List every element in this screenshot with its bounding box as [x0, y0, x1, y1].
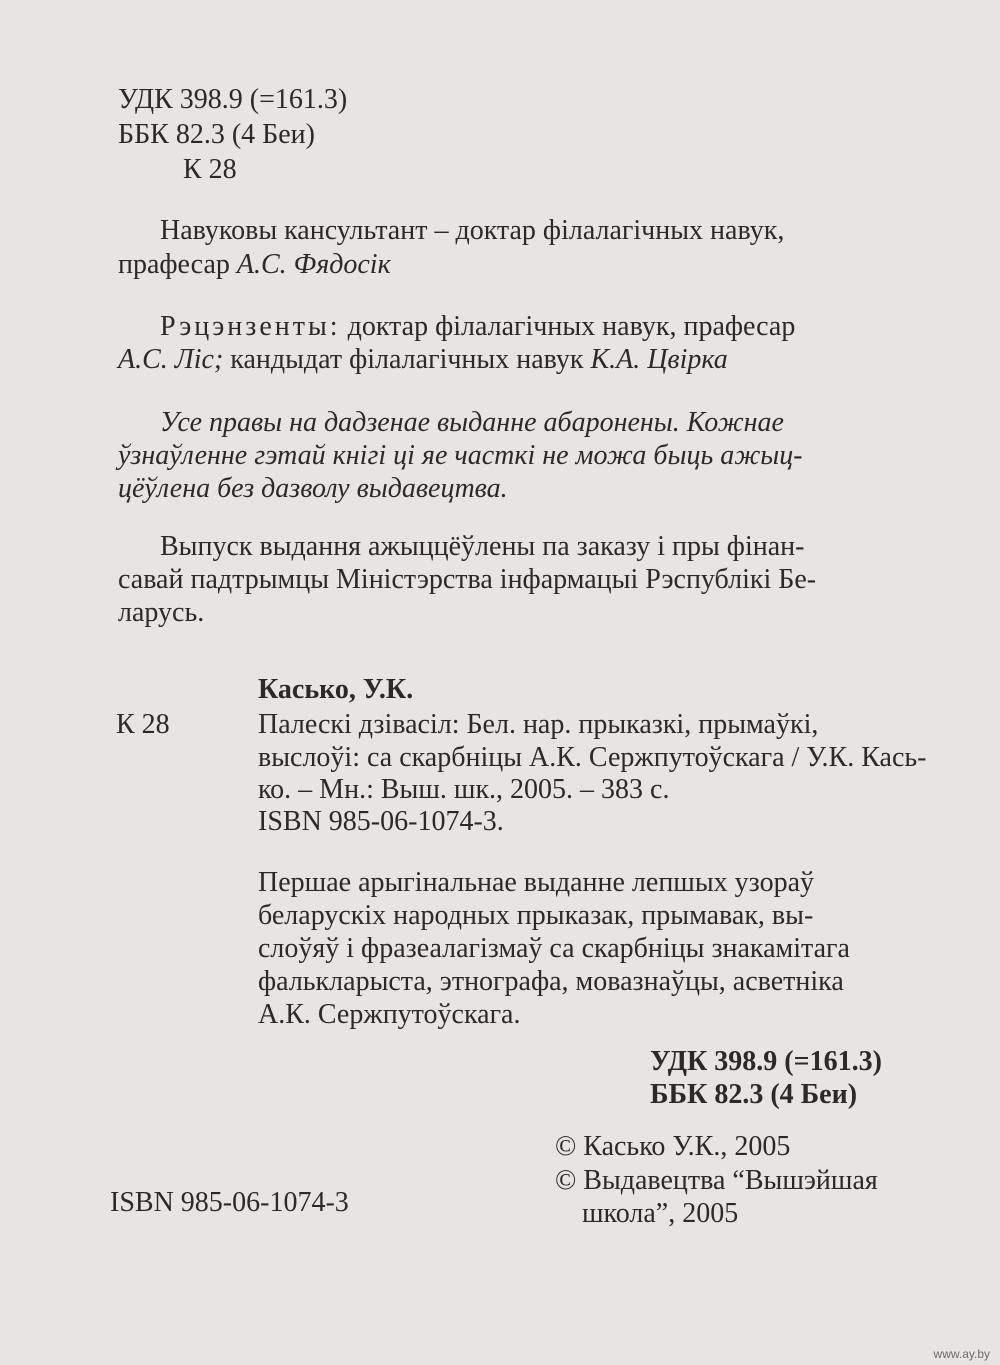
reviewers-line-1: [160, 312, 795, 342]
annotation-line-1: Першае арыгінальнае выданне лепшых узораў: [258, 867, 814, 898]
header-udk: УДК 398.9 (=161.3): [118, 84, 348, 115]
funding-line-3: ларусь.: [118, 597, 205, 628]
copyright-author: © Касько У.К., 2005: [555, 1131, 791, 1162]
consultant-text: Навуковы кансультант – доктар філалагічных навук,: [160, 215, 785, 246]
catalog-line-3: ко. – Мн.: Выш. шк., 2005. – 383 с.: [258, 774, 670, 805]
rights-line-2: ўзнаўленне гэтай кнігі ці яе часткі не можа быць ажыц-: [118, 440, 803, 471]
consultant-name: А.С. Фядосік: [236, 249, 391, 280]
rights-line-3: цёўлена без дазволу выдавецтва.: [118, 473, 508, 504]
reviewer-name-1: А.С. Ліс;: [118, 344, 224, 375]
consultant-title: прафесар: [118, 249, 237, 280]
consultant-line-1: [160, 216, 945, 246]
annotation-line-4: фалькларыста, этнографа, мовазнаўцы, асветніка: [258, 966, 844, 997]
funding-line-1: Выпуск выдання ажыццёўлены па заказу і пры фінан-: [160, 531, 805, 562]
rights-line-1: Усе правы на дадзенае выданне абаронены. Кожнае: [160, 407, 784, 438]
catalog-author: Касько, У.К.: [258, 674, 414, 705]
footer-bbk: ББК 82.3 (4 Беи): [650, 1079, 858, 1110]
header-index: К 28: [183, 154, 237, 185]
annotation-line-3: слоўяў і фразеалагізмаў са скарбніцы знакамітага: [258, 933, 850, 964]
catalog-line-1: Палескі дзівасіл: Бел. нар. прыказкі, прымаўкі,: [258, 709, 819, 740]
footer-isbn: ISBN 985-06-1074-3: [110, 1187, 349, 1218]
watermark: www.ay.by: [933, 1347, 990, 1361]
header-bbk: ББК 82.3 (4 Беи): [118, 119, 315, 150]
reviewer-name-2: К.А. Цвірка: [590, 344, 728, 375]
funding-line-2: савай падтрымцы Міністэрства інфармацыі Рэспублікі Бе-: [118, 564, 817, 595]
reviewers-label: Рэцэнзенты:: [160, 311, 341, 342]
reviewer-title-2: кандыдат філалагічных навук: [223, 344, 591, 375]
reviewers-line-2: [118, 345, 728, 375]
copyright-publisher-line-1: © Выдавецтва “Вышэйшая: [555, 1165, 878, 1196]
annotation-line-5: А.К. Сержпутоўскага.: [258, 999, 521, 1030]
consultant-line-2: [118, 250, 391, 280]
reviewers-text: доктар філалагічных навук, прафесар: [340, 311, 796, 342]
catalog-line-2: выслоўі: са скарбніцы А.К. Сержпутоўскага / У.К. Кась-: [258, 742, 927, 773]
footer-udk: УДК 398.9 (=161.3): [650, 1046, 882, 1077]
copyright-publisher-line-2: школа”, 2005: [582, 1198, 739, 1229]
annotation-line-2: беларускіх народных прыказак, прымавак, вы-: [258, 900, 814, 931]
catalog-isbn: ISBN 985-06-1074-3.: [258, 806, 504, 837]
catalog-index: К 28: [116, 709, 170, 740]
